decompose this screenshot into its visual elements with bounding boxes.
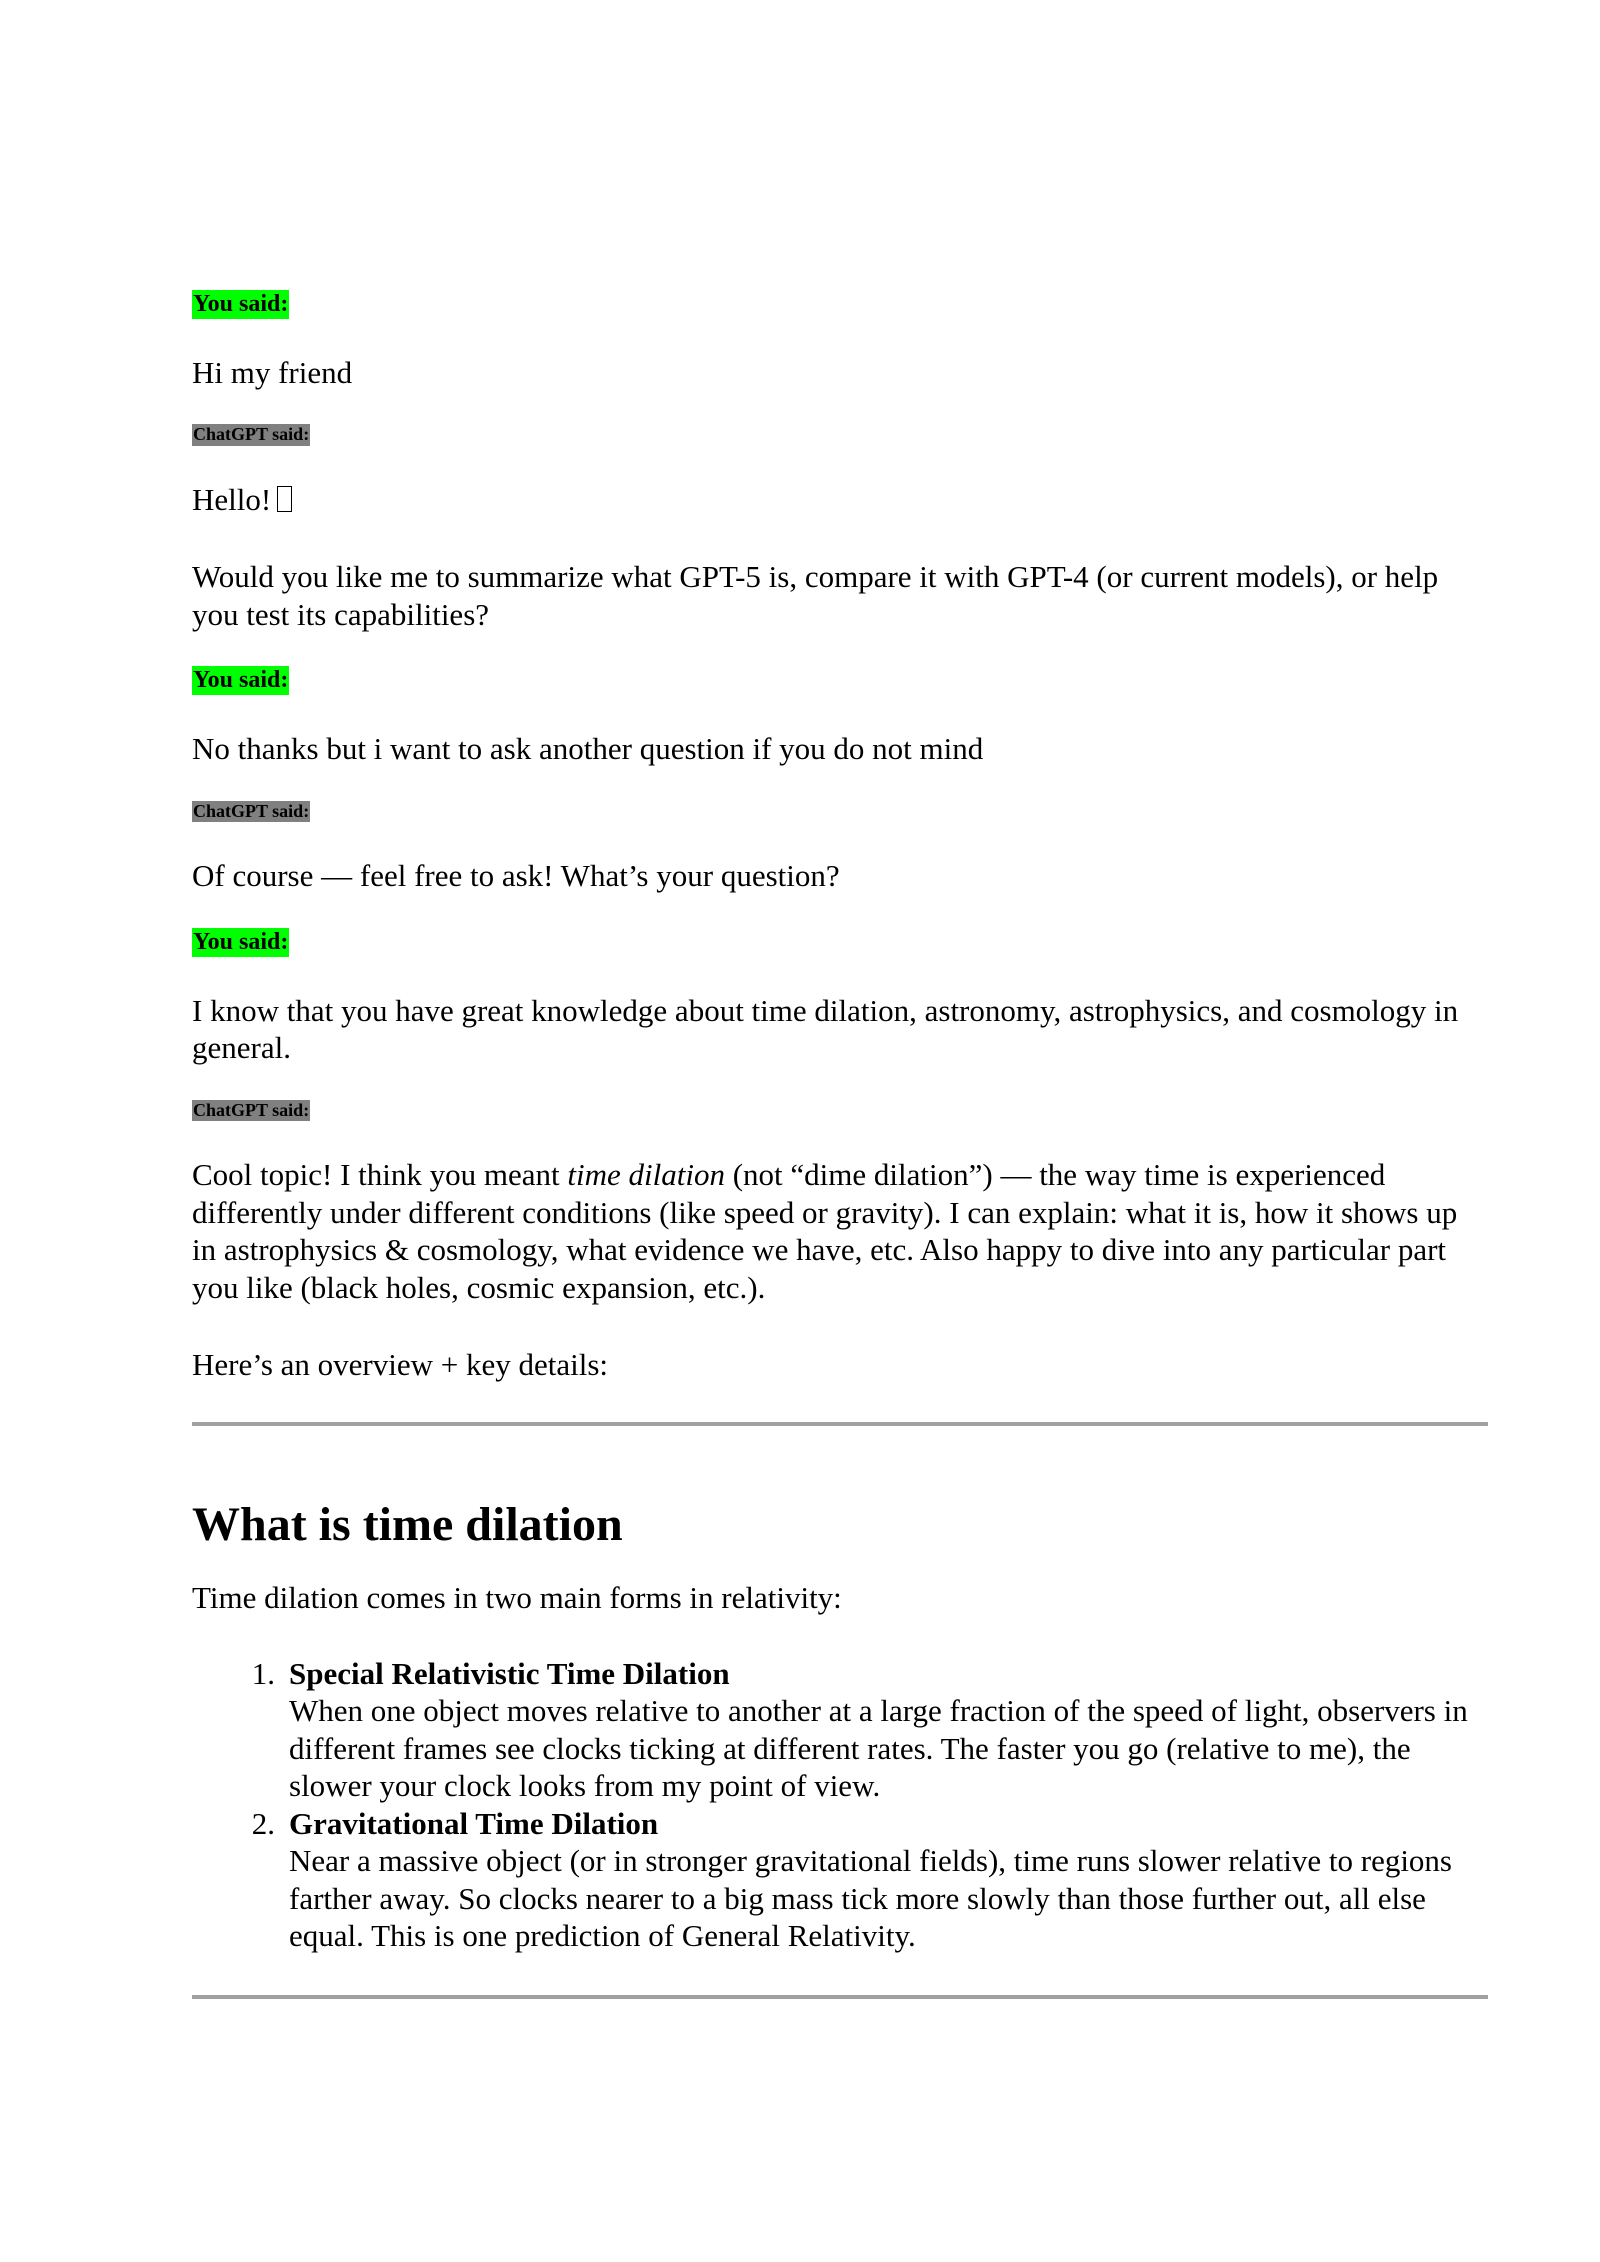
user-message (192, 290, 1488, 391)
message-text: Of course — feel free to ask! What’s your question? (192, 858, 840, 894)
assistant-message (192, 1100, 1488, 1384)
user-message (192, 928, 1488, 1067)
assistant-label: ChatGPT said: (193, 424, 310, 445)
list-item (192, 1805, 1488, 1955)
list-item-body (289, 1655, 1488, 1805)
list-item-text: When one object moves relative to another at a large fraction of the speed of light, observers in different frames see clocks ticking at different rates. The faster you go (relative to me), the slower your clock looks from my point of view. (289, 1693, 1468, 1804)
user-label: You said: (193, 667, 289, 694)
assistant-label: ChatGPT said: (193, 1099, 310, 1120)
list-item-body (289, 1805, 1488, 1955)
message-text: Hi my friend (192, 354, 353, 390)
message-text: I know that you have great knowledge about time dilation, astronomy, astrophysics, and cosmology in general. (192, 992, 1459, 1066)
missing-glyph-icon (277, 486, 292, 512)
list-item-title: Gravitational Time Dilation (289, 1805, 659, 1841)
section-heading: What is time dilation (192, 1497, 623, 1551)
list-item-number: 2. (251, 1805, 275, 1841)
assistant-message (192, 424, 1488, 633)
section-intro: Time dilation comes in two main forms in relativity: (192, 1580, 842, 1616)
overview-text: Here’s an overview + key details: (192, 1347, 609, 1383)
user-label: You said: (193, 291, 289, 317)
user-message (192, 666, 1488, 767)
list-item-text: Near a massive object (or in stronger gravitational fields), time runs slower relative to regions farther away. So clocks nearer to a big mass tick more slowly than those further out, all else equal. This is one prediction of General Relativity. (289, 1843, 1452, 1954)
forms-list (192, 1655, 1488, 1955)
list-item-number: 1. (251, 1655, 275, 1691)
intro-text-before: Cool topic! I think you meant (192, 1157, 568, 1193)
document-page (192, 290, 1488, 1999)
message-text: Would you like me to summarize what GPT-5 is, compare it with GPT-4 (or current models), or help you test its capabilities? (192, 559, 1439, 632)
assistant-label: ChatGPT said: (193, 800, 310, 821)
greeting-text: Hello! (192, 481, 272, 517)
section-divider (192, 1422, 1488, 1426)
message-text: No thanks but i want to ask another question if you do not mind (192, 731, 984, 767)
intro-text-after: (not “dime dilation”) — the way time is experienced differently under different conditions (like speed or gravity). I can explain: what it is, how it shows up in astrophysics & cosmology, what evidence we have, etc. Also happy to dive into any particular part you like (black holes, cosmic expansion, etc.). (192, 1157, 1458, 1305)
list-item-title: Special Relativistic Time Dilation (289, 1655, 730, 1691)
intro-paragraph (192, 1156, 1488, 1306)
greeting-line (192, 481, 1488, 519)
assistant-message (192, 801, 1488, 895)
section-divider (192, 1995, 1488, 1999)
list-item (192, 1655, 1488, 1805)
intro-emphasis: time dilation (567, 1157, 725, 1193)
user-label: You said: (193, 928, 289, 955)
